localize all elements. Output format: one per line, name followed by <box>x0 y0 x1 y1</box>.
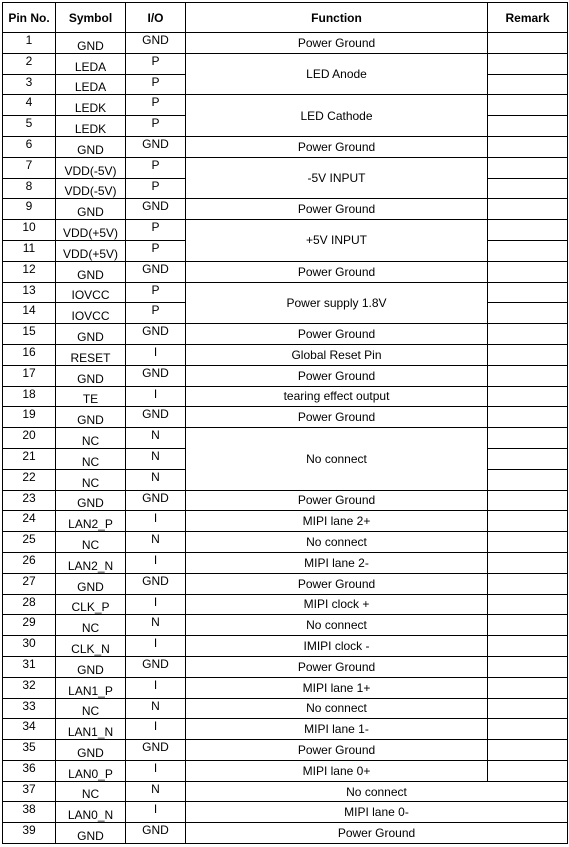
pin-number-cell: 10 <box>3 220 56 241</box>
remark-cell <box>488 448 568 469</box>
function-cell: Power Ground <box>186 490 488 511</box>
pin-number-cell: 20 <box>3 428 56 449</box>
symbol-cell: GND <box>56 33 126 54</box>
table-row <box>3 719 568 740</box>
symbol-cell: LEDK <box>56 116 126 137</box>
remark-cell <box>488 719 568 740</box>
remark-cell <box>488 53 568 74</box>
pin-number-cell: 6 <box>3 136 56 157</box>
table-row <box>3 636 568 657</box>
io-cell: N <box>126 615 186 636</box>
symbol-cell: GND <box>56 573 126 594</box>
pin-number-cell: 30 <box>3 636 56 657</box>
symbol-cell: NC <box>56 532 126 553</box>
table-row <box>3 95 568 116</box>
io-cell: GND <box>126 33 186 54</box>
symbol-cell: LAN0_P <box>56 760 126 781</box>
io-cell: N <box>126 532 186 553</box>
symbol-cell: LEDA <box>56 53 126 74</box>
io-cell: GND <box>126 740 186 761</box>
io-cell: I <box>126 594 186 615</box>
remark-cell <box>488 573 568 594</box>
io-cell: P <box>126 95 186 116</box>
remark-cell <box>488 136 568 157</box>
symbol-cell: LAN2_P <box>56 511 126 532</box>
remark-cell <box>488 615 568 636</box>
pin-number-cell: 26 <box>3 552 56 573</box>
table-row <box>3 823 568 844</box>
header-function: Function <box>186 3 488 33</box>
function-cell: No connect <box>186 615 488 636</box>
io-cell: I <box>126 636 186 657</box>
io-cell: P <box>126 220 186 241</box>
symbol-cell: IOVCC <box>56 303 126 324</box>
table-row <box>3 157 568 178</box>
symbol-cell: NC <box>56 615 126 636</box>
pin-number-cell: 15 <box>3 324 56 345</box>
table-row <box>3 677 568 698</box>
symbol-cell: LAN0_N <box>56 802 126 823</box>
function-cell: No connect <box>186 428 488 490</box>
io-cell: P <box>126 178 186 199</box>
function-cell: Power supply 1.8V <box>186 282 488 324</box>
remark-cell <box>488 240 568 261</box>
remark-cell <box>488 594 568 615</box>
table-row <box>3 552 568 573</box>
function-cell: Power Ground <box>186 324 488 345</box>
pin-number-cell: 3 <box>3 74 56 95</box>
pin-number-cell: 16 <box>3 344 56 365</box>
table-row <box>3 428 568 449</box>
remark-cell <box>488 469 568 490</box>
io-cell: I <box>126 677 186 698</box>
io-cell: P <box>126 282 186 303</box>
symbol-cell: GND <box>56 740 126 761</box>
table-row <box>3 199 568 220</box>
pin-number-cell: 18 <box>3 386 56 407</box>
function-cell: Power Ground <box>186 365 488 386</box>
table-row <box>3 781 568 802</box>
pin-number-cell: 27 <box>3 573 56 594</box>
io-cell: P <box>126 303 186 324</box>
pin-number-cell: 35 <box>3 740 56 761</box>
symbol-cell: TE <box>56 386 126 407</box>
symbol-cell: LAN1_P <box>56 677 126 698</box>
function-cell: Power Ground <box>186 136 488 157</box>
pin-number-cell: 34 <box>3 719 56 740</box>
table-row <box>3 573 568 594</box>
header-io: I/O <box>126 3 186 33</box>
function-cell: Power Ground <box>186 261 488 282</box>
function-cell: Power Ground <box>186 740 488 761</box>
table-row <box>3 656 568 677</box>
pin-number-cell: 22 <box>3 469 56 490</box>
table-row <box>3 324 568 345</box>
header-row <box>3 3 568 33</box>
pin-number-cell: 37 <box>3 781 56 802</box>
function-cell: Power Ground <box>186 656 488 677</box>
symbol-cell: LAN1_N <box>56 719 126 740</box>
function-cell: Power Ground <box>186 199 488 220</box>
io-cell: I <box>126 719 186 740</box>
symbol-cell: NC <box>56 781 126 802</box>
table-row <box>3 136 568 157</box>
pin-number-cell: 38 <box>3 802 56 823</box>
io-cell: I <box>126 344 186 365</box>
table-row <box>3 532 568 553</box>
remark-cell <box>488 220 568 241</box>
remark-cell <box>488 303 568 324</box>
function-cell: LED Anode <box>186 53 488 95</box>
header-remark: Remark <box>488 3 568 33</box>
pin-number-cell: 13 <box>3 282 56 303</box>
table-row <box>3 760 568 781</box>
pin-number-cell: 2 <box>3 53 56 74</box>
function-cell: MIPI lane 2+ <box>186 511 488 532</box>
io-cell: P <box>126 116 186 137</box>
remark-cell <box>488 261 568 282</box>
pin-number-cell: 11 <box>3 240 56 261</box>
symbol-cell: GND <box>56 261 126 282</box>
symbol-cell: GND <box>56 490 126 511</box>
io-cell: GND <box>126 136 186 157</box>
table-row <box>3 511 568 532</box>
remark-cell <box>488 511 568 532</box>
io-cell: P <box>126 74 186 95</box>
symbol-cell: VDD(+5V) <box>56 220 126 241</box>
table-row <box>3 282 568 303</box>
remark-cell <box>488 157 568 178</box>
symbol-cell: GND <box>56 136 126 157</box>
io-cell: GND <box>126 823 186 844</box>
remark-cell <box>488 740 568 761</box>
symbol-cell: NC <box>56 698 126 719</box>
pin-number-cell: 12 <box>3 261 56 282</box>
io-cell: N <box>126 428 186 449</box>
io-cell: N <box>126 698 186 719</box>
header-symbol: Symbol <box>56 3 126 33</box>
table-body <box>3 33 568 844</box>
function-cell: MIPI lane 0+ <box>186 760 488 781</box>
symbol-cell: RESET <box>56 344 126 365</box>
pin-number-cell: 28 <box>3 594 56 615</box>
symbol-cell: GND <box>56 656 126 677</box>
function-cell: IMIPI clock - <box>186 636 488 657</box>
pin-number-cell: 1 <box>3 33 56 54</box>
function-cell: Power Ground <box>186 573 488 594</box>
remark-cell <box>488 636 568 657</box>
symbol-cell: VDD(-5V) <box>56 157 126 178</box>
remark-cell <box>488 33 568 54</box>
symbol-cell: GND <box>56 199 126 220</box>
io-cell: I <box>126 511 186 532</box>
io-cell: I <box>126 760 186 781</box>
remark-cell <box>488 490 568 511</box>
function-cell: No connect <box>186 698 488 719</box>
remark-cell <box>488 552 568 573</box>
io-cell: GND <box>126 490 186 511</box>
pin-number-cell: 8 <box>3 178 56 199</box>
io-cell: P <box>126 53 186 74</box>
function-cell: No connect <box>186 532 488 553</box>
remark-cell <box>488 344 568 365</box>
pin-number-cell: 25 <box>3 532 56 553</box>
function-cell: tearing effect output <box>186 386 488 407</box>
io-cell: GND <box>126 656 186 677</box>
symbol-cell: CLK_P <box>56 594 126 615</box>
function-cell: No connect <box>186 781 568 802</box>
function-cell: MIPI lane 1+ <box>186 677 488 698</box>
symbol-cell: GND <box>56 407 126 428</box>
pin-number-cell: 31 <box>3 656 56 677</box>
pin-number-cell: 36 <box>3 760 56 781</box>
remark-cell <box>488 95 568 116</box>
remark-cell <box>488 428 568 449</box>
remark-cell <box>488 116 568 137</box>
symbol-cell: IOVCC <box>56 282 126 303</box>
table-row <box>3 344 568 365</box>
symbol-cell: NC <box>56 448 126 469</box>
function-cell: Power Ground <box>186 823 568 844</box>
symbol-cell: VDD(-5V) <box>56 178 126 199</box>
function-cell: +5V INPUT <box>186 220 488 262</box>
symbol-cell: GND <box>56 324 126 345</box>
table-row <box>3 740 568 761</box>
function-cell: Power Ground <box>186 33 488 54</box>
io-cell: GND <box>126 261 186 282</box>
function-cell: MIPI lane 0- <box>186 802 568 823</box>
symbol-cell: GND <box>56 823 126 844</box>
symbol-cell: LAN2_N <box>56 552 126 573</box>
io-cell: GND <box>126 407 186 428</box>
remark-cell <box>488 365 568 386</box>
io-cell: GND <box>126 365 186 386</box>
pin-number-cell: 33 <box>3 698 56 719</box>
io-cell: P <box>126 240 186 261</box>
io-cell: N <box>126 469 186 490</box>
pin-number-cell: 4 <box>3 95 56 116</box>
pin-number-cell: 21 <box>3 448 56 469</box>
remark-cell <box>488 677 568 698</box>
pin-number-cell: 23 <box>3 490 56 511</box>
pin-number-cell: 32 <box>3 677 56 698</box>
remark-cell <box>488 698 568 719</box>
io-cell: N <box>126 781 186 802</box>
remark-cell <box>488 74 568 95</box>
table-row <box>3 220 568 241</box>
io-cell: GND <box>126 324 186 345</box>
remark-cell <box>488 760 568 781</box>
io-cell: I <box>126 386 186 407</box>
pin-number-cell: 14 <box>3 303 56 324</box>
pin-number-cell: 9 <box>3 199 56 220</box>
table-row <box>3 594 568 615</box>
io-cell: I <box>126 552 186 573</box>
remark-cell <box>488 532 568 553</box>
symbol-cell: LEDA <box>56 74 126 95</box>
io-cell: N <box>126 448 186 469</box>
pin-number-cell: 39 <box>3 823 56 844</box>
table-row <box>3 261 568 282</box>
pin-number-cell: 17 <box>3 365 56 386</box>
table-row <box>3 615 568 636</box>
function-cell: Global Reset Pin <box>186 344 488 365</box>
io-cell: GND <box>126 199 186 220</box>
table-row <box>3 407 568 428</box>
remark-cell <box>488 324 568 345</box>
table-row <box>3 33 568 54</box>
remark-cell <box>488 199 568 220</box>
io-cell: GND <box>126 573 186 594</box>
symbol-cell: GND <box>56 365 126 386</box>
pin-number-cell: 24 <box>3 511 56 532</box>
function-cell: LED Cathode <box>186 95 488 137</box>
pin-number-cell: 5 <box>3 116 56 137</box>
pin-table <box>2 2 568 844</box>
table-row <box>3 386 568 407</box>
pin-number-cell: 7 <box>3 157 56 178</box>
table-row <box>3 53 568 74</box>
function-cell: MIPI clock + <box>186 594 488 615</box>
header-pin-no: Pin No. <box>3 3 56 33</box>
symbol-cell: LEDK <box>56 95 126 116</box>
function-cell: Power Ground <box>186 407 488 428</box>
remark-cell <box>488 386 568 407</box>
symbol-cell: NC <box>56 428 126 449</box>
pin-number-cell: 29 <box>3 615 56 636</box>
table-row <box>3 365 568 386</box>
table-row <box>3 802 568 823</box>
remark-cell <box>488 282 568 303</box>
table-row <box>3 490 568 511</box>
table-row <box>3 698 568 719</box>
function-cell: MIPI lane 1- <box>186 719 488 740</box>
io-cell: P <box>126 157 186 178</box>
function-cell: MIPI lane 2- <box>186 552 488 573</box>
function-cell: -5V INPUT <box>186 157 488 199</box>
symbol-cell: NC <box>56 469 126 490</box>
pin-number-cell: 19 <box>3 407 56 428</box>
remark-cell <box>488 178 568 199</box>
remark-cell <box>488 656 568 677</box>
remark-cell <box>488 407 568 428</box>
symbol-cell: VDD(+5V) <box>56 240 126 261</box>
symbol-cell: CLK_N <box>56 636 126 657</box>
io-cell: I <box>126 802 186 823</box>
